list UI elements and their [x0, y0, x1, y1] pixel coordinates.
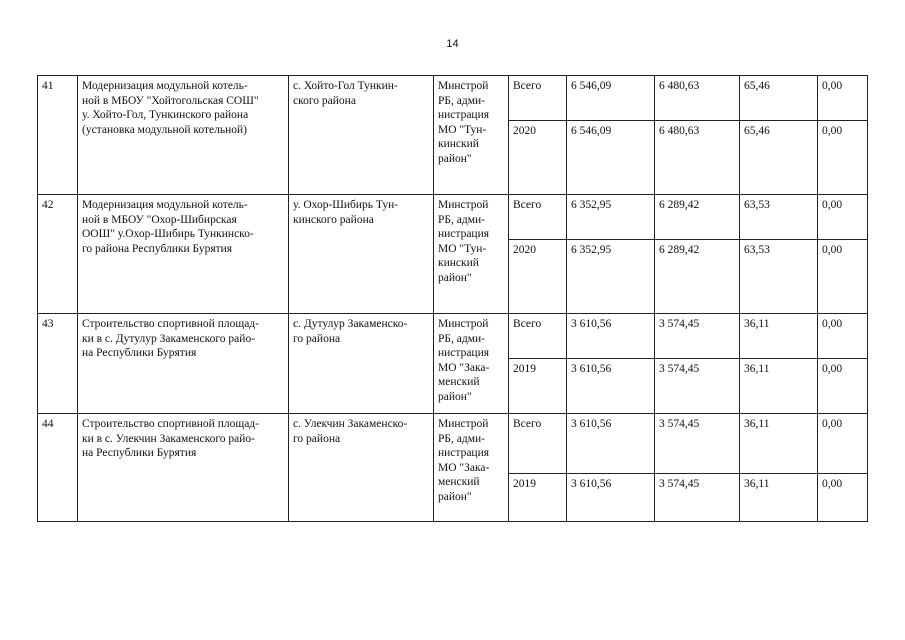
total-cell: 3 610,56	[567, 474, 655, 522]
amount-cell-1: 6 289,42	[655, 195, 740, 240]
total-cell: 3 610,56	[567, 359, 655, 414]
amount-cell-3: 0,00	[818, 121, 868, 195]
project-name: Строительство спортивной площад- ки в с. Дутулур Закаменского райо- на Республики Бурятия	[78, 314, 289, 414]
amount-cell-2: 36,11	[740, 314, 818, 359]
total-cell: 6 546,09	[567, 121, 655, 195]
period-cell: 2020	[509, 240, 567, 314]
period-cell: Всего	[509, 76, 567, 121]
amount-cell-2: 36,11	[740, 414, 818, 474]
total-cell: 6 352,95	[567, 195, 655, 240]
total-cell: 6 546,09	[567, 76, 655, 121]
amount-cell-1: 6 480,63	[655, 76, 740, 121]
amount-cell-2: 65,46	[740, 121, 818, 195]
amount-cell-1: 3 574,45	[655, 474, 740, 522]
table-row	[38, 414, 868, 474]
amount-cell-2: 36,11	[740, 359, 818, 414]
row-number: 42	[38, 195, 78, 314]
period-cell: Всего	[509, 314, 567, 359]
table-row	[38, 314, 868, 359]
table-row	[38, 76, 868, 121]
project-name: Строительство спортивной площад- ки в с. Улекчин Закаменского райо- на Республики Бурятия	[78, 414, 289, 522]
total-cell: 3 610,56	[567, 314, 655, 359]
responsible-org: Минстрой РБ, адми- нистрация МО "Зака- менский район"	[434, 314, 509, 414]
amount-cell-3: 0,00	[818, 195, 868, 240]
period-cell: 2020	[509, 121, 567, 195]
program-table	[37, 75, 868, 522]
amount-cell-1: 3 574,45	[655, 314, 740, 359]
amount-cell-2: 65,46	[740, 76, 818, 121]
project-location: с. Дутулур Закаменско- го района	[289, 314, 434, 414]
amount-cell-3: 0,00	[818, 76, 868, 121]
total-cell: 3 610,56	[567, 414, 655, 474]
amount-cell-1: 3 574,45	[655, 359, 740, 414]
project-location: с. Хойто-Гол Тункин- ского района	[289, 76, 434, 195]
amount-cell-3: 0,00	[818, 240, 868, 314]
amount-cell-1: 3 574,45	[655, 414, 740, 474]
amount-cell-2: 63,53	[740, 240, 818, 314]
amount-cell-2: 36,11	[740, 474, 818, 522]
project-name: Модернизация модульной котель- ной в МБОУ "Хойтогольская СОШ" у. Хойто-Гол, Тункинского района (установка модульной котельной)	[78, 76, 289, 195]
amount-cell-1: 6 480,63	[655, 121, 740, 195]
amount-cell-2: 63,53	[740, 195, 818, 240]
amount-cell-3: 0,00	[818, 414, 868, 474]
period-cell: 2019	[509, 474, 567, 522]
project-location: с. Улекчин Закаменско- го района	[289, 414, 434, 522]
amount-cell-1: 6 289,42	[655, 240, 740, 314]
row-number: 44	[38, 414, 78, 522]
period-cell: Всего	[509, 195, 567, 240]
page-number: 14	[446, 38, 459, 50]
period-cell: 2019	[509, 359, 567, 414]
responsible-org: Минстрой РБ, адми- нистрация МО "Зака- менский район"	[434, 414, 509, 522]
project-location: у. Охор-Шибирь Тун- кинского района	[289, 195, 434, 314]
table-row	[38, 195, 868, 240]
responsible-org: Минстрой РБ, адми- нистрация МО "Тун- кинский район"	[434, 76, 509, 195]
amount-cell-3: 0,00	[818, 314, 868, 359]
total-cell: 6 352,95	[567, 240, 655, 314]
responsible-org: Минстрой РБ, адми- нистрация МО "Тун- кинский район"	[434, 195, 509, 314]
row-number: 43	[38, 314, 78, 414]
period-cell: Всего	[509, 414, 567, 474]
amount-cell-3: 0,00	[818, 359, 868, 414]
row-number: 41	[38, 76, 78, 195]
amount-cell-3: 0,00	[818, 474, 868, 522]
project-name: Модернизация модульной котель- ной в МБОУ "Охор-Шибирская ООШ" у.Охор-Шибирь Тункинско- го района Республики Бурятия	[78, 195, 289, 314]
